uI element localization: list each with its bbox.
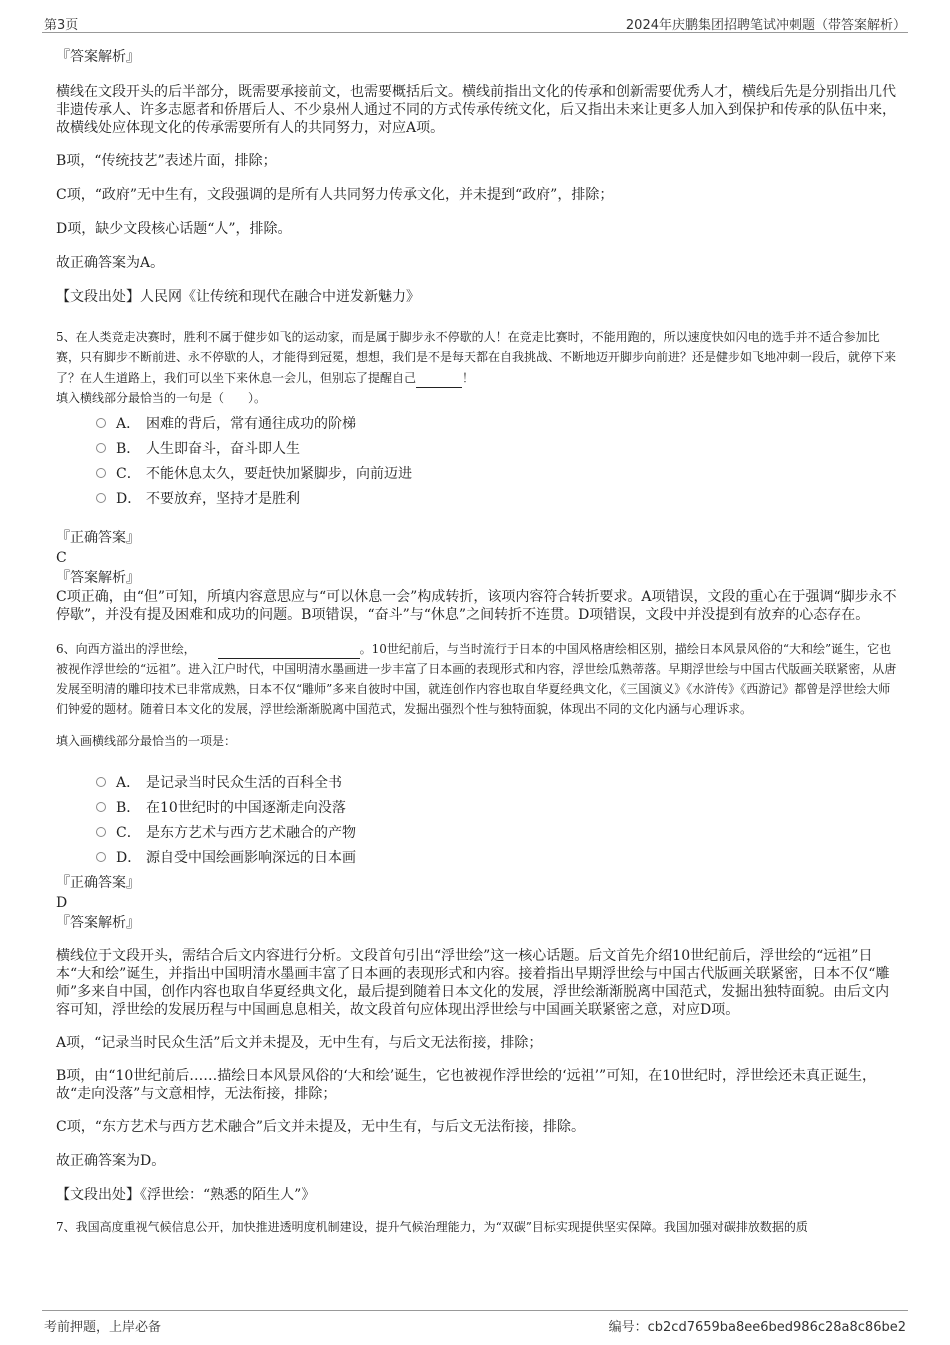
- q5-option-a[interactable]: A． 困难的背后，常有通往成功的阶梯: [56, 414, 898, 439]
- q5-prompt: 填入横线部分最恰当的一句是（ ）。: [56, 391, 267, 405]
- page-header: [42, 12, 908, 33]
- q6-option-d[interactable]: D． 源自受中国绘画影响深远的日本画: [56, 848, 898, 873]
- q6-answer-label: 『正确答案』: [56, 875, 140, 891]
- q5-stem-text: 5、在人类竞走决赛时，胜利不属于健步如飞的运动家，而是属于脚步永不停歇的人！在竞走比赛时，不能用跑的，所以速度快如闪电的选手并不适合参加比赛，只有脚步不断前进、永不停歇的人，才能得到冠冕，想想，我们是不是每天都在自我挑战、不断地迈开脚步向前进？还是健步如飞地冲刺一段后，就停下来了？在人生道路上，我们可以坐下来休息一会儿，但别忘了提醒自己: [56, 330, 897, 385]
- q6-option-a-explanation: A项，“记录当时民众生活”后文并未提及，无中生有，与后文无法衔接，排除；: [56, 1035, 543, 1051]
- q6-option-c-explanation: C项，“东方艺术与西方艺术融合”后文并未提及，无中生有，与后文无法衔接，排除。: [56, 1119, 586, 1135]
- radio-icon[interactable]: [96, 852, 106, 862]
- page-content: [56, 44, 898, 1233]
- q5-options: [56, 414, 898, 514]
- q6-option-c[interactable]: C． 是东方艺术与西方艺术融合的产物: [56, 823, 898, 848]
- q5-stem-end: ！: [462, 371, 475, 385]
- radio-icon[interactable]: [96, 468, 106, 478]
- q5-answer: C: [56, 550, 67, 566]
- q6-stem: [56, 638, 898, 719]
- radio-icon[interactable]: [96, 777, 106, 787]
- q5-stem: [56, 327, 898, 388]
- q5-option-d[interactable]: D． 不要放弃，坚持才是胜利: [56, 489, 898, 514]
- q7-stem-partial: 7、我国高度重视气候信息公开，加快推进透明度机制建设，提升气候治理能力，为“双碳”目标实现提供坚实保障。我国加强对碳排放数据的质: [56, 1220, 808, 1233]
- page-footer: [42, 1310, 908, 1333]
- q6-analysis-paragraph: 横线位于文段开头，需结合后文内容进行分析。文段首句引出“浮世绘”这一核心话题。后文首先介绍10世纪前后，浮世绘的“远祖”日本“大和绘”诞生，并指出中国明清水墨画丰富了日本画的表现形式和内容。接着指出早期浮世绘与中国古代版画关联紧密，日本不仅“雕师”多来自中国，创作内容也取自华夏经典文化，最后提到随着日本文化的发展，浮世绘渐渐脱离中国范式，发掘出独特面貌。由后文内容可知，浮世绘的发展历程与中国画息息相关，故文段首句应体现出浮世绘与中国画关联紧密之意，对应D项。: [56, 948, 890, 1018]
- prev-analysis-label: 『答案解析』: [56, 49, 140, 65]
- prev-analysis-paragraph: 横线在文段开头的后半部分，既需要承接前文，也需要概括后文。横线前指出文化的传承和创新需要优秀人才，横线后先是分别指出几代非遗传承人、许多志愿者和侨厝后人、不少泉州人通过不同的方式传承传统文化，后又指出未来让更多人加入到保护和传承的队伍中来，故横线处应体现文化的传承需要所有人的共同努力，对应A项。: [56, 84, 896, 136]
- prev-option-d-explanation: D项，缺少文段核心话题“人”，排除。: [56, 221, 292, 237]
- q6-option-b[interactable]: B． 在10世纪时的中国逐渐走向没落: [56, 798, 898, 823]
- prev-conclusion: 故正确答案为A。: [56, 255, 165, 271]
- q6-option-b-explanation: B项，由“10世纪前后……描绘日本风景风俗的‘大和绘’诞生，它也被视作浮世绘的‘远祖’”可知，在10世纪时，浮世绘还未真正诞生，故“走向没落”与文意相悖，无法衔接，排除；: [56, 1068, 877, 1102]
- q6-option-a[interactable]: A． 是记录当时民众生活的百科全书: [56, 773, 898, 798]
- prev-option-c-explanation: C项，“政府”无中生有，文段强调的是所有人共同努力传承文化，并未提到“政府”，排除；: [56, 187, 614, 203]
- q5-answer-label: 『正确答案』: [56, 530, 140, 546]
- q5-option-b[interactable]: B． 人生即奋斗，奋斗即人生: [56, 439, 898, 464]
- radio-icon[interactable]: [96, 802, 106, 812]
- q5-blank: [416, 367, 462, 388]
- document-title: 2024年庆鹏集团招聘笔试冲刺题（带答案解析）: [625, 18, 906, 33]
- document-code: 编号：cb2cd7659ba8ee6bed986c28a8c86be2: [608, 1320, 906, 1335]
- q5-option-c[interactable]: C． 不能休息太久，要赶快加紧脚步，向前迈进: [56, 464, 898, 489]
- q5-analysis-label: 『答案解析』: [56, 570, 140, 586]
- q6-conclusion: 故正确答案为D。: [56, 1153, 166, 1169]
- q6-prompt: 填入画横线部分最恰当的一项是：: [56, 734, 237, 748]
- radio-icon[interactable]: [96, 443, 106, 453]
- radio-icon[interactable]: [96, 493, 106, 503]
- footer-slogan: 考前押题，上岸必备: [44, 1320, 162, 1335]
- q6-stem-start: 6、向西方溢出的浮世绘，: [56, 642, 196, 656]
- radio-icon[interactable]: [96, 418, 106, 428]
- q6-answer: D: [56, 895, 68, 911]
- q6-blank: [218, 638, 360, 659]
- q6-analysis-label: 『答案解析』: [56, 915, 140, 931]
- prev-option-b-explanation: B项，“传统技艺”表述片面，排除；: [56, 153, 277, 169]
- q5-analysis: C项正确，由“但”可知，所填内容意思应与“可以休息一会”构成转折，该项内容符合转折要求。A项错误，文段的重心在于强调“脚步永不停歇”，并没有提及困难和成功的问题。B项错误，“奋斗”与“休息”之间转折不连贯。D项错误，文段中并没提到有放弃的心态存在。: [56, 589, 897, 623]
- prev-source: 【文段出处】人民网《让传统和现代在融合中迸发新魅力》: [56, 289, 420, 305]
- q6-stem-text: 。10世纪前后，与当时流行于日本的中国风格唐绘相区别，描绘日本风景风俗的“大和绘”诞生，它也被视作浮世绘的“远祖”。进入江户时代，中国明清水墨画进一步丰富了日本画的表现形式和内容，浮世绘瓜熟蒂落。早期浮世绘与中国古代版画关联紧密，从唐发展至明清的雕印技术已非常成熟，日本不仅“雕师”多来自彼时中国，就连创作内容也取自华夏经典文化，《三国演义》《水浒传》《西游记》都曾是浮世绘大师们钟爱的题材。随着日本文化的发展，浮世绘渐渐脱离中国范式，发掘出强烈个性与独特面貌，体现出不同的文化内涵与心理诉求。: [56, 642, 897, 716]
- q6-source: 【文段出处】《浮世绘：“熟悉的陌生人”》: [56, 1187, 316, 1203]
- page-number: 第3页: [44, 18, 79, 33]
- radio-icon[interactable]: [96, 827, 106, 837]
- q6-options: [56, 773, 898, 873]
